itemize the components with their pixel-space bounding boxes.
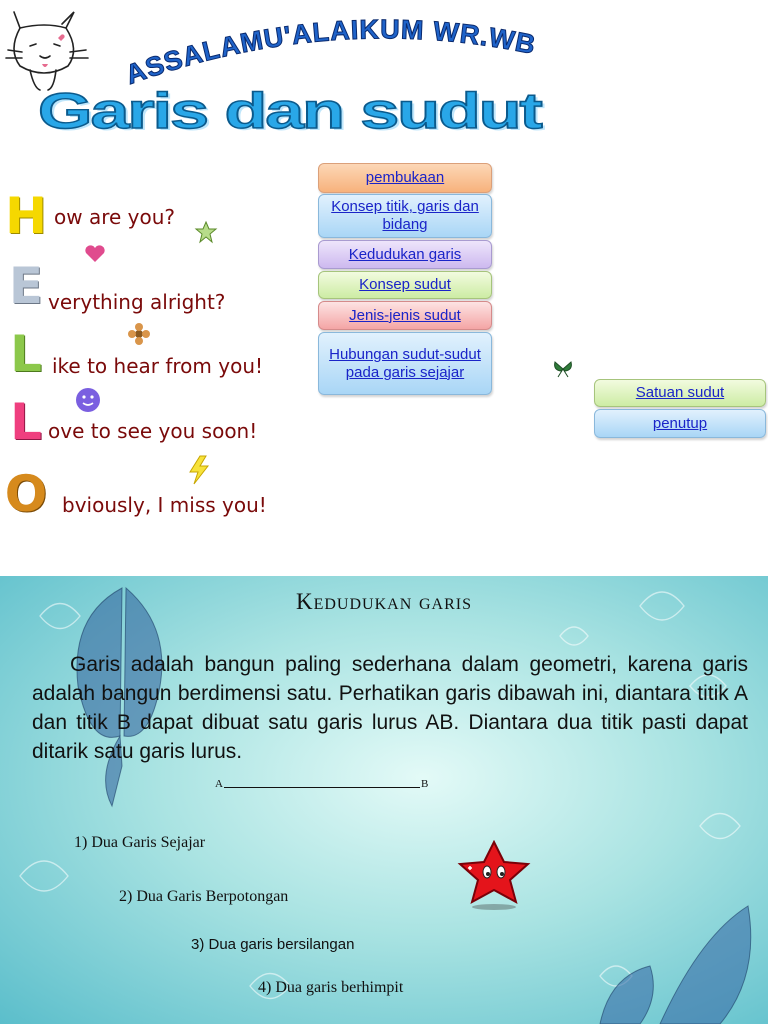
list-item-berpotongan: 2) Dua Garis Berpotongan bbox=[119, 888, 289, 905]
list-item-sejajar: 1) Dua Garis Sejajar bbox=[74, 834, 206, 851]
butterfly-icon bbox=[552, 358, 574, 380]
star-character-icon bbox=[454, 840, 534, 912]
acrostic-line-4: ove to see you soon! bbox=[48, 419, 258, 443]
acrostic-line-5: bviously, I miss you! bbox=[62, 493, 267, 517]
menu-pembukaan-button[interactable]: pembukaan bbox=[318, 163, 492, 193]
line-ab-diagram bbox=[215, 778, 428, 790]
acrostic-letter-o: O bbox=[4, 465, 48, 523]
menu-konsep-sudut-button[interactable]: Konsep sudut bbox=[318, 271, 492, 299]
line-ab bbox=[224, 787, 420, 788]
acrostic-line-3: ike to hear from you! bbox=[52, 354, 264, 378]
lightning-icon bbox=[186, 455, 212, 485]
butterfly-background bbox=[0, 576, 768, 1024]
acrostic-letter-e: E bbox=[8, 257, 44, 315]
smiley-icon bbox=[74, 386, 102, 414]
menu-jenis-sudut-button[interactable]: Jenis-jenis sudut bbox=[318, 301, 492, 330]
flower-icon bbox=[126, 322, 152, 346]
heart-icon bbox=[84, 244, 106, 264]
greeting-text: ASSALAMU'ALAIKUM WR.WB bbox=[121, 14, 539, 91]
acrostic-letter-l2: L bbox=[10, 393, 42, 451]
acrostic-line-2: verything alright? bbox=[48, 290, 226, 314]
star-icon bbox=[194, 220, 218, 244]
slide-kedudukan-garis bbox=[0, 576, 768, 1024]
section-title: Kedudukan garis bbox=[295, 589, 473, 614]
acrostic-line-1: ow are you? bbox=[54, 205, 176, 229]
list-item-berhimpit: 4) Dua garis berhimpit bbox=[258, 979, 404, 996]
greeting-banner bbox=[100, 12, 640, 92]
acrostic-letter-h: H bbox=[5, 187, 47, 245]
svg-text:ASSALAMU'ALAIKUM WR.WB bbox=[122, 14, 539, 90]
menu-penutup-button[interactable]: penutup bbox=[594, 409, 766, 438]
acrostic-letter-l1: L bbox=[10, 325, 42, 383]
point-b-label: B bbox=[420, 778, 429, 790]
list-item-bersilangan: 3) Dua garis bersilangan bbox=[191, 936, 355, 953]
menu-kedudukan-garis-button[interactable]: Kedudukan garis bbox=[318, 240, 492, 269]
menu-konsep-titik-button[interactable]: Konsep titik, garis dan bidang bbox=[318, 194, 492, 238]
menu-satuan-sudut-button[interactable]: Satuan sudut bbox=[594, 379, 766, 407]
point-a-label: A bbox=[215, 778, 223, 790]
menu-hubungan-sudut-button[interactable]: Hubungan sudut-sudut pada garis sejajar bbox=[318, 332, 492, 395]
main-title: Garis dan sudut bbox=[38, 82, 541, 139]
explanation-paragraph: Garis adalah bangun paling sederhana dalam geometri, karena garis adalah bangun berdimensi satu. Perhatikan garis dibawah ini, diantara titik A dan titik B dapat dibuat satu garis lurus AB. Diantara dua titik pasti dapat ditarik satu garis lurus. bbox=[32, 653, 748, 763]
